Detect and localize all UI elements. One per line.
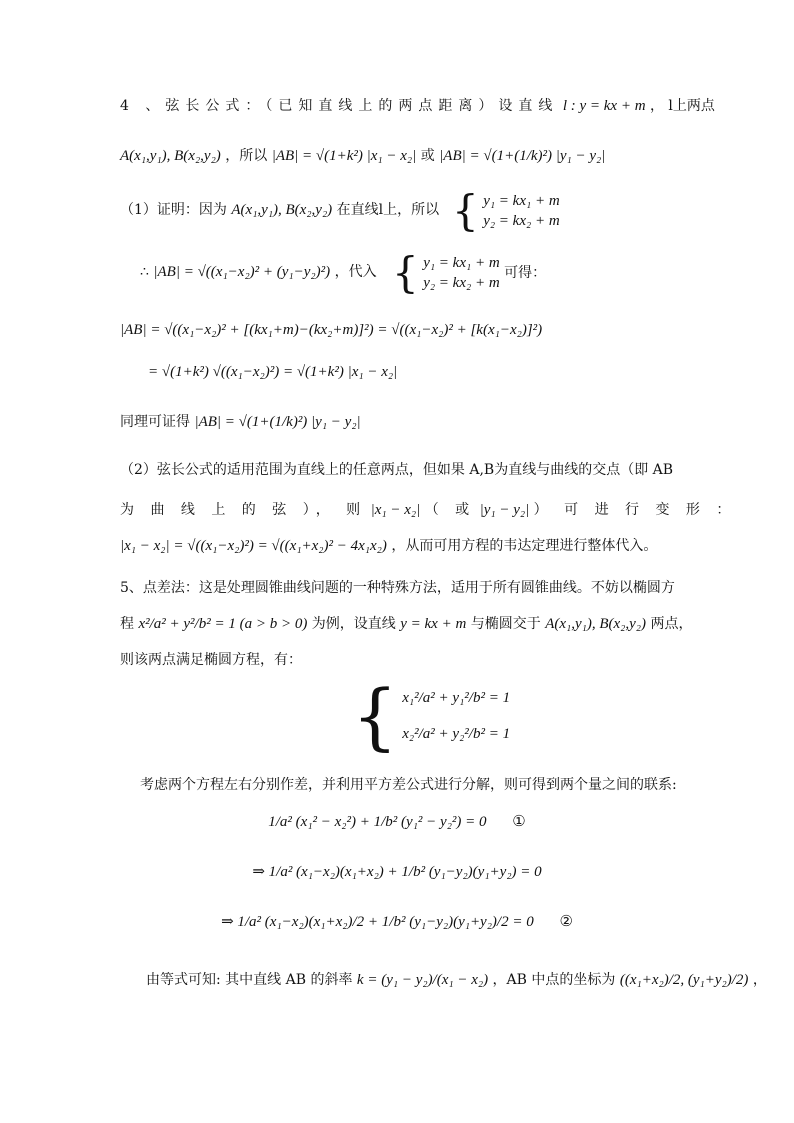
s5-eqA: x₁²/a² + y₁²/b² = 1 xyxy=(402,690,511,706)
scope-text2b: （ 或 xyxy=(424,502,476,518)
s5-mark1: ① xyxy=(512,814,526,830)
s5-diff2: ⇒ 1/a² (x₁−x₂)(x₁+x₂) + 1/b² (y₁−y₂)(y₁+y₂) = 0 xyxy=(252,864,542,880)
therefore-symbol: ∴ xyxy=(140,264,149,280)
s5-two-points: 两点， xyxy=(650,616,693,632)
s5-diff3: ⇒ 1/a² (x₁−x₂)(x₁+x₂)/2 + 1/b² (y₁−y₂)(y₁+y₂)/2 = 0 xyxy=(221,914,534,930)
s4-formula1: |AB| = √(1+k²) |x₁ − x₂| xyxy=(271,148,417,164)
s5-consider: 考虑两个方程左右分别作差，并利用平方差公式进行分解，则可得到两个量之间的联系: xyxy=(140,777,677,793)
s4-points: A(x₁,y₁), B(x₂,y₂) xyxy=(120,148,221,164)
proof1-similar: 同理可证得 xyxy=(120,414,190,430)
s5-mark2: ② xyxy=(559,914,573,930)
system-brace-2: { xyxy=(392,248,419,297)
proof1-substitute: ，代入 xyxy=(334,264,377,280)
s5-line2 xyxy=(120,614,692,634)
scope-text2c: ） 可 进 行 变 形 ： xyxy=(533,502,737,518)
s5-line: y = kx + m xyxy=(400,616,467,632)
s4-tail: ， l上两点 xyxy=(649,98,715,114)
system-brace: { xyxy=(452,186,479,235)
s5-meet: 与椭圆交于 xyxy=(470,616,541,632)
scope-line2 xyxy=(120,500,737,520)
s4-formula-line xyxy=(120,146,605,166)
s5-conclusion-a: 由等式可知: 其中直线 AB 的斜率 xyxy=(146,972,353,988)
scope-abs-x: |x₁ − x₂| xyxy=(370,502,421,518)
scope-transform: |x₁ − x₂| = √((x₁−x₂)²) = √((x₁+x₂)² − 4x₁x₂) xyxy=(120,538,387,554)
s5-satisfy: 则该两点满足椭圆方程，有： xyxy=(120,652,302,668)
s4-formula2: |AB| = √(1+(1/k)²) |y₁ − y₂| xyxy=(439,148,606,164)
s5-eqB: x₂²/a² + y₂²/b² = 1 xyxy=(402,726,511,742)
scope-text2a: 为 曲 线 上 的 弦 ）， 则 xyxy=(120,502,367,518)
proof1-sys2: y₂ = kx₂ + m xyxy=(483,213,560,229)
s4-intro-line xyxy=(120,96,715,116)
proof1-obtain: 可得： xyxy=(504,265,547,281)
proof1-sys1-b: y₁ = kx₁ + m xyxy=(423,255,500,271)
proof1-points: A(x₁,y₁), B(x₂,y₂) xyxy=(231,202,333,218)
scope-line1: （2）弦长公式的适用范围为直线上的任意两点，但如果 A,B为直线与曲线的交点（即 AB xyxy=(120,462,674,478)
proof1-sys2-b: y₂ = kx₂ + m xyxy=(423,275,500,291)
s5-diff1-line xyxy=(0,812,794,832)
proof1-dist: |AB| = √((x₁−x₂)² + (y₁−y₂)²) xyxy=(153,264,331,280)
s5-conclusion xyxy=(146,970,767,990)
proof1-system xyxy=(452,186,560,235)
s5-example: 为例，设直线 xyxy=(311,616,396,632)
proof1-on-line: 在直线l上，所以 xyxy=(336,202,440,218)
proof1-similar-formula: |AB| = √(1+(1/k)²) |y₁ − y₂| xyxy=(194,414,361,430)
ellipse-system-brace: { xyxy=(352,674,398,758)
proof1-step2: = √(1+k²) √((x₁−x₂)²) = √(1+k²) |x₁ − x₂| xyxy=(148,364,398,380)
s4-or: 或 xyxy=(420,148,435,164)
s5-diff3-line xyxy=(0,912,794,932)
proof1-line xyxy=(120,200,439,220)
proof1-label: （1）证明：因为 xyxy=(120,202,227,218)
proof1-sys1: y₁ = kx₁ + m xyxy=(483,193,560,209)
s4-so: ，所以 xyxy=(225,148,268,164)
s5-cheng: 程 xyxy=(120,616,134,632)
s5-midpoint: ((x₁+x₂)/2, (y₁+y₂)/2) xyxy=(619,972,749,988)
s5-comma: ， xyxy=(752,972,767,988)
s5-slope: k = (y₁ − y₂)/(x₁ − x₂) xyxy=(356,972,489,988)
s5-conclusion-b: ，AB 中点的坐标为 xyxy=(492,972,616,988)
proof1-similar-line xyxy=(120,412,361,432)
proof1-step1: |AB| = √((x₁−x₂)² + [(kx₁+m)−(kx₂+m)]²) = √((x₁−x₂)² + [k(x₁−x₂)]²) xyxy=(120,322,543,338)
proof1-dist-line xyxy=(140,262,377,282)
scope-text3: ，从而可用方程的韦达定理进行整体代入。 xyxy=(391,538,658,554)
s5-title: 5、点差法：这是处理圆锥曲线问题的一种特殊方法，适用于所有圆锥曲线。不妨以椭圆方 xyxy=(120,580,675,596)
s5-points: A(x₁,y₁), B(x₂,y₂) xyxy=(545,616,646,632)
proof1-system2 xyxy=(392,248,547,297)
s5-diff1: 1/a² (x₁² − x₂²) + 1/b² (y₁² − y₂²) = 0 xyxy=(268,814,487,830)
scope-abs-y: |y₁ − y₂| xyxy=(479,502,530,518)
s5-ellipse: x²/a² + y²/b² = 1 (a > b > 0) xyxy=(138,616,308,632)
s5-ellipse-system xyxy=(352,674,511,758)
s4-intro: 4 、弦长公式：（已知直线上的两点距离）设直线 xyxy=(120,98,559,114)
scope-line3 xyxy=(120,536,657,556)
s4-line-eq: l : y = kx + m xyxy=(562,98,646,114)
